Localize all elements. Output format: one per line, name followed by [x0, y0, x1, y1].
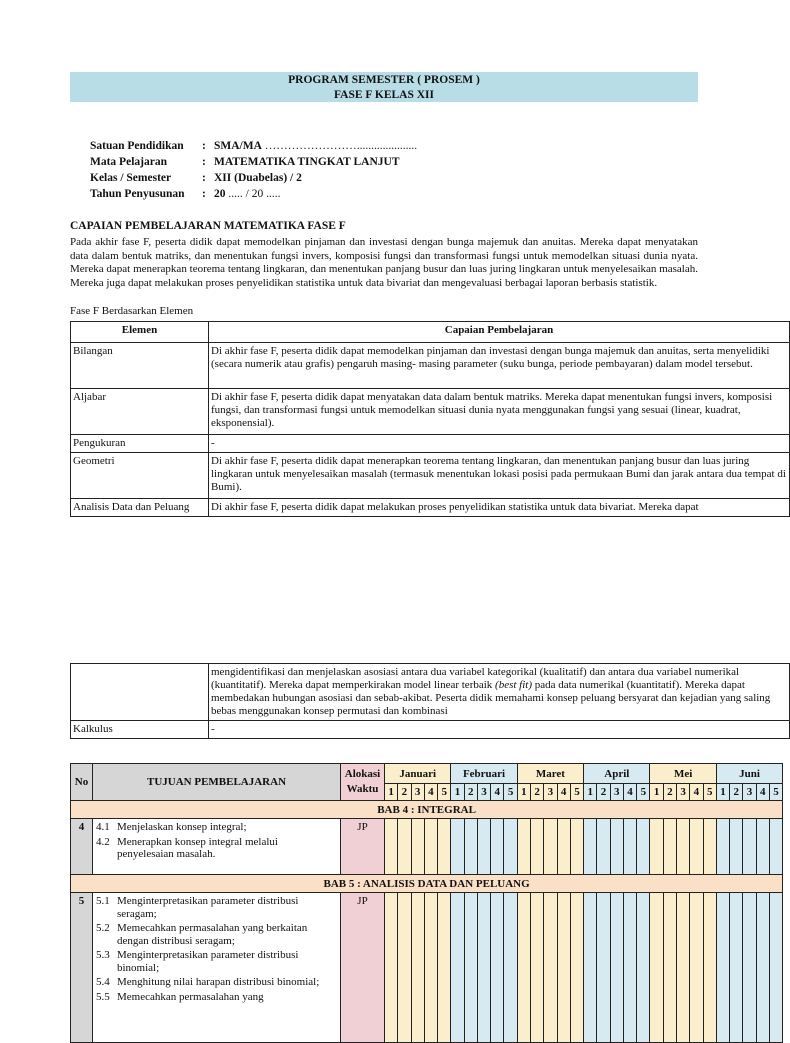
meta-label: Satuan Pendidikan: [90, 140, 184, 152]
week-number: 4: [690, 784, 703, 801]
week-cell: [385, 819, 398, 875]
week-cell: [464, 819, 477, 875]
week-cell: [411, 893, 424, 1043]
table-row: [71, 664, 790, 721]
week-number: 4: [424, 784, 437, 801]
elemen-cell: Pengukuran: [71, 435, 209, 453]
week-number: 1: [517, 784, 530, 801]
week-cell: [557, 819, 570, 875]
week-cell: [623, 819, 636, 875]
week-cell: [663, 819, 676, 875]
week-cell: [424, 893, 437, 1043]
week-number: 2: [730, 784, 743, 801]
week-number: 3: [477, 784, 490, 801]
week-cell: [544, 819, 557, 875]
elemen-table-continued: [70, 663, 790, 739]
week-cell: [438, 819, 451, 875]
meta-label: Mata Pelajaran: [90, 156, 167, 168]
week-cell: [398, 893, 411, 1043]
document-title: PROGRAM SEMESTER ( PROSEM ): [288, 74, 480, 86]
alokasi-cell: JP: [341, 819, 385, 875]
month-juni: Juni: [716, 764, 782, 784]
meta-value: 20: [214, 188, 226, 200]
capaian-cell: Di akhir fase F, peserta didik dapat memodelkan pinjaman dan investasi dengan bunga majemuk dan anuitas, serta menyelidiki (secara numerik atau grafis) pengaruh masing- masing parameter (suku bunga, periode pembayaran) dalam model tersebut.: [209, 343, 790, 389]
meta-row: Tahun Penyusunan : 20 ..... / 20 .....: [90, 188, 281, 200]
week-cell: [756, 893, 769, 1043]
week-cell: [690, 819, 703, 875]
table-row: [71, 819, 783, 875]
week-number: 4: [623, 784, 636, 801]
meta-value: MATEMATIKA TINGKAT LANJUT: [214, 156, 400, 168]
meta-label: Kelas / Semester: [90, 172, 172, 184]
week-cell: [517, 819, 530, 875]
week-cell: [411, 819, 424, 875]
week-cell: [477, 893, 490, 1043]
week-cell: [451, 819, 464, 875]
week-cell: [637, 893, 650, 1043]
elemen-cell: Aljabar: [71, 389, 209, 435]
week-cell: [531, 819, 544, 875]
bab-4-heading: BAB 4 : INTEGRAL: [71, 801, 783, 819]
week-number: 3: [743, 784, 756, 801]
meta-value: XII (Duabelas) / 2: [214, 172, 302, 184]
week-cell: [451, 893, 464, 1043]
week-number: 5: [637, 784, 650, 801]
week-cell: [464, 893, 477, 1043]
week-cell: [730, 893, 743, 1043]
week-number: 3: [544, 784, 557, 801]
week-number: 2: [398, 784, 411, 801]
week-cell: [424, 819, 437, 875]
week-number: 2: [531, 784, 544, 801]
week-cell: [769, 819, 782, 875]
week-number: 2: [464, 784, 477, 801]
capaian-cell: -: [209, 435, 790, 453]
week-cell: [716, 819, 729, 875]
week-cell: [650, 819, 663, 875]
capaian-cell: -: [209, 721, 790, 739]
month-januari: Januari: [385, 764, 451, 784]
elemen-cell: Analisis Data dan Peluang: [71, 499, 209, 517]
week-number: 5: [703, 784, 716, 801]
capaian-cell: Di akhir fase F, peserta didik dapat melakukan proses penyelidikan statistika untuk data bivariat. Mereka dapat: [209, 499, 790, 517]
week-number: 4: [756, 784, 769, 801]
week-cell: [385, 893, 398, 1043]
week-cell: [623, 893, 636, 1043]
week-cell: [769, 893, 782, 1043]
tujuan-pembelajaran-table: [70, 763, 783, 1043]
week-cell: [544, 893, 557, 1043]
meta-row: Satuan Pendidikan : SMA/MA …………………….....................: [90, 140, 418, 152]
month-februari: Februari: [451, 764, 517, 784]
week-cell: [650, 893, 663, 1043]
elemen-header: Elemen: [71, 322, 209, 343]
identity-block: [90, 138, 417, 202]
week-number: 4: [491, 784, 504, 801]
elemen-table: [70, 321, 790, 517]
list-item: 4.1 Menjelaskan konsep integral;: [96, 821, 247, 833]
capaian-paragraph: Pada akhir fase F, peserta didik dapat memodelkan pinjaman dan investasi dengan bunga majemuk dan anuitas. Mereka dapat menyatakan data dalam bentuk matriks, dan menentukan fungsi invers, komposisi fungsi dan transformasi fungsi untuk memodelkan situasi dunia nyata. Mereka dapat menerapkan teorema tentang lingkaran, dan menentukan panjang busur dan luas juring lingkaran untuk menyelesaikan masalah. Mereka juga dapat melakukan proses penyelidikan statistika untuk data bivariat dan mengevaluasi berbagai laporan berbasis statistik.: [70, 236, 698, 289]
week-cell: [557, 893, 570, 1043]
week-cell: [730, 819, 743, 875]
capaian-cell: Di akhir fase F, peserta didik dapat menyatakan data dalam bentuk matriks. Mereka dapat menentukan fungsi invers, komposisi fungsi, dan transformasi fungsi untuk memodelkan situasi dunia nyata menggunakan fungsi yang sesuai (linear, kuadrat, eksponensial).: [209, 389, 790, 435]
week-cell: [517, 893, 530, 1043]
week-cell: [531, 893, 544, 1043]
meta-label: Tahun Penyusunan: [90, 188, 185, 200]
week-cell: [677, 819, 690, 875]
week-cell: [491, 819, 504, 875]
tujuan-cell: [93, 819, 341, 875]
week-cell: [438, 893, 451, 1043]
fase-label: Fase F Berdasarkan Elemen: [70, 305, 194, 317]
meta-row: Kelas / Semester : XII (Duabelas) / 2: [90, 172, 302, 184]
week-number: 1: [385, 784, 398, 801]
month-april: April: [584, 764, 650, 784]
list-item: 5.4 Menghitung nilai harapan distribusi binomial;: [96, 976, 320, 988]
week-cell: [570, 893, 583, 1043]
capaian-heading: CAPAIAN PEMBELAJARAN MATEMATIKA FASE F: [70, 220, 346, 232]
list-item: 5.2 Memecahkan permasalahan yang berkaitan dengan distribusi seragam;: [96, 922, 308, 947]
week-cell: [637, 819, 650, 875]
capaian-cell: Di akhir fase F, peserta didik dapat menerapkan teorema tentang lingkaran, dan menentukan panjang busur dan luas juring lingkaran untuk menyelesaikan masalah (termasuk menentukan lokasi posisi pada permukaan Bumi dan jarak antara dua tempat di Bumi).: [209, 453, 790, 499]
week-number: 5: [769, 784, 782, 801]
header-no: No: [71, 764, 93, 801]
week-number: 1: [650, 784, 663, 801]
week-number: 1: [716, 784, 729, 801]
week-cell: [584, 819, 597, 875]
week-cell: [398, 819, 411, 875]
month-mei: Mei: [650, 764, 716, 784]
week-number: 3: [411, 784, 424, 801]
week-cell: [743, 893, 756, 1043]
header-tujuan: TUJUAN PEMBELAJARAN: [93, 764, 341, 801]
week-number: 5: [504, 784, 517, 801]
week-cell: [597, 893, 610, 1043]
elemen-cell: Kalkulus: [71, 721, 209, 739]
week-cell: [690, 893, 703, 1043]
week-cell: [477, 819, 490, 875]
table-row: [71, 893, 783, 1043]
week-number: 4: [557, 784, 570, 801]
week-cell: [504, 893, 517, 1043]
week-cell: [504, 819, 517, 875]
week-cell: [491, 893, 504, 1043]
list-item: 4.2 Menerapkan konsep integral melalui penyelesaian masalah.: [96, 835, 278, 860]
week-cell: [756, 819, 769, 875]
week-cell: [570, 819, 583, 875]
week-number: 5: [438, 784, 451, 801]
list-item: 5.1 Menginterpretasikan parameter distribusi seragam;: [96, 895, 299, 920]
week-cell: [703, 893, 716, 1043]
table-row: [71, 343, 790, 389]
table-row: [71, 721, 790, 739]
list-item: 5.3 Menginterpretasikan parameter distribusi binomial;: [96, 949, 299, 974]
meta-row: Mata Pelajaran : MATEMATIKA TINGKAT LANJUT: [90, 156, 400, 168]
week-cell: [743, 819, 756, 875]
week-number: 1: [451, 784, 464, 801]
week-number: 1: [584, 784, 597, 801]
week-cell: [663, 893, 676, 1043]
meta-value: SMA/MA: [214, 140, 262, 152]
capaian-header: Capaian Pembelajaran: [209, 322, 790, 343]
document-subtitle: FASE F KELAS XII: [333, 89, 434, 101]
document-title-band: [70, 72, 698, 102]
week-cell: [597, 819, 610, 875]
week-cell: [703, 819, 716, 875]
bab-5-heading: BAB 5 : ANALISIS DATA DAN PELUANG: [71, 875, 783, 893]
week-cell: [610, 819, 623, 875]
week-cell: [584, 893, 597, 1043]
table-row: [71, 499, 790, 517]
month-maret: Maret: [517, 764, 583, 784]
week-number: 5: [570, 784, 583, 801]
elemen-cell: Bilangan: [71, 343, 209, 389]
table-row: [71, 389, 790, 435]
week-number: 2: [663, 784, 676, 801]
week-number: 2: [597, 784, 610, 801]
list-item: 5.5 Memecahkan permasalahan yang: [96, 990, 264, 1003]
elemen-cell: Geometri: [71, 453, 209, 499]
week-cell: [716, 893, 729, 1043]
table-row: [71, 453, 790, 499]
week-number: 3: [610, 784, 623, 801]
table-row: [71, 435, 790, 453]
row-number: 5: [71, 893, 93, 1043]
alokasi-cell: JP: [341, 893, 385, 1043]
week-cell: [610, 893, 623, 1043]
tujuan-cell: [93, 893, 341, 1043]
row-number: 4: [71, 819, 93, 875]
week-cell: [677, 893, 690, 1043]
capaian-cell: mengidentifikasi dan menjelaskan asosiasi antara dua variabel kategorikal (kualitatif) dan antara dua variabel numerikal (kuantitatif). Mereka dapat memperkirakan model linear terbaik (best fit) pada data numerikal (kuantitatif). Mereka dapat membedakan hubungan asosiasi dan sebab-akibat. Peserta didik memahami konsep peluang bersyarat dan kejadian yang saling bebas menggunakan konsep permutasi dan kombinasi: [209, 664, 790, 721]
header-alokasi: Alokasi Waktu: [341, 764, 385, 801]
week-number: 3: [677, 784, 690, 801]
